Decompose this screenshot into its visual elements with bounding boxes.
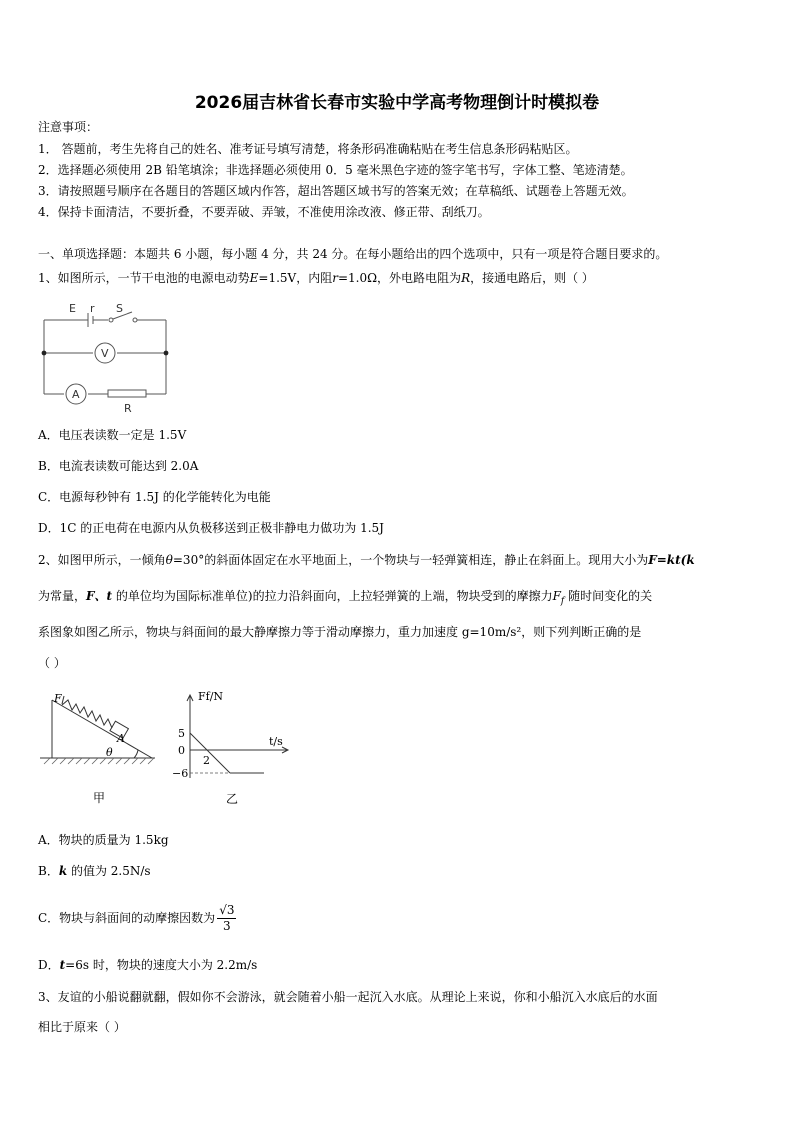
fraction-denominator: 3 [223,919,231,933]
q1-option-a: A．电压表读数一定是 1.5V [38,428,187,442]
q2-stem-line-1 [38,552,695,568]
q1-stem-part: 1、如图所示，一节干电池的电源电动势 [38,271,250,285]
q2-option-c [38,903,236,934]
voltmeter-label: V [101,347,109,360]
label-E: E [69,302,76,315]
q2-text: 2、如图甲所示，一倾角 [38,553,166,567]
q1-stem-part: =1.5V，内阻 [258,271,333,285]
q2-text: 的单位均为国际标准单位)的拉力沿斜面向，上拉轻弹簧的上端，物块受到的摩擦力 [112,589,553,603]
tick-2: 2 [203,754,210,767]
q3-stem-line-1: 3、友谊的小船说翻就翻，假如你不会游泳，就会随着小船一起沉入水底。从理论上来说，你和小船沉入水底后的水面 [38,990,658,1004]
notice-item-4: 4．保持卡面清洁，不要折叠，不要弄破、弄皱，不准使用涂改液、修正带、刮纸刀。 [38,205,490,219]
q1-stem-part: =1.0Ω，外电路电阻为 [337,271,462,285]
q2-text: 随时间变化的关 [564,589,653,603]
tick-neg6: −6 [172,767,189,780]
q2-text: =30°的斜面体固定在水平地面上，一个物块与一轻弹簧相连，静止在斜面上。现用大小为 [172,553,649,567]
q2-text: 为常量， [38,589,87,603]
q1-option-d: D．1C 的正电荷在电源内从负极移送到正极非静电力做功为 1.5J [38,521,384,535]
q2-var-t: t [59,958,66,972]
q1-var-R: R [461,271,471,285]
notice-item-2: 2．选择题必须使用 2B 铅笔填涂；非选择题必须使用 0．5 毫米黑色字迹的签字笔书写，字体工整、笔迹清楚。 [38,163,633,177]
q2-option-a: A．物块的质量为 1.5kg [38,833,169,847]
option-prefix: D． [38,958,60,972]
q1-stem-part: ，接通电路后，则（ ） [470,271,594,285]
exam-title: 2026届吉林省长春市实验中学高考物理倒计时模拟卷 [194,93,600,113]
node-dot [164,351,169,356]
resistor-label: R [124,402,132,415]
label-r: r [90,302,95,315]
q2-stem-line-3: 系图象如图乙所示，物块与斜面间的最大静摩擦力等于滑动摩擦力，重力加速度 g=10m/s²，则下列判断正确的是 [38,625,642,639]
q2-var-Ff: F [552,589,561,603]
q2-var-k: k [58,864,68,878]
q2-stem-line-4: （ ） [38,656,66,670]
notice-item-1: 1． 答题前，考生先将自己的姓名、准考证号填写清楚，将条形码准确粘贴在考生信息条形码粘贴区。 [38,142,578,156]
fraction-numerator: √3 [219,903,235,917]
fraction-sqrt3-over-3 [217,903,236,934]
block-label: A [117,732,125,745]
q2-var-Ft: F、t [86,589,113,603]
figure-yi-caption: 乙 [226,792,239,806]
angle-label: θ [106,746,113,759]
tick-0: 0 [178,744,185,757]
tick-5: 5 [178,727,185,740]
node-dot [42,351,47,356]
q1-stem [38,270,594,286]
q1-option-c: C．电源每秒钟有 1.5J 的化学能转化为电能 [38,490,271,504]
q2-text: 的值为 2.5N/s [67,864,151,878]
q2-var-theta: θ [165,553,173,567]
ammeter-label: A [72,388,80,401]
figure-jia-caption: 甲 [93,791,106,805]
x-axis-label: t/s [269,735,283,748]
q2-text: =6s 时，物块的速度大小为 2.2m/s [65,958,258,972]
q2-text: C．物块与斜面间的动摩擦因数为 [38,911,216,925]
option-prefix: B． [38,864,59,878]
figure-jia [40,690,160,810]
q1-option-b: B．电流表读数可能达到 2.0A [38,459,199,473]
figure-yi-graph [168,688,298,810]
notice-item-3: 3．请按照题号顺序在各题目的答题区域内作答，超出答题区域书写的答案无效；在草稿纸、试题卷上答题无效。 [38,184,634,198]
notice-heading: 注意事项： [38,120,99,134]
y-axis-label: Ff/N [198,690,224,703]
q2-option-d [38,957,257,973]
label-S: S [116,302,123,315]
q2-var-F: F=kt(k [648,553,695,567]
q2-var-Ff-sub: f [560,596,565,607]
q2-stem-line-2 [38,588,652,609]
section-heading: 一、单项选择题：本题共 6 小题，每小题 4 分，共 24 分。在每小题给出的四个选项中，只有一项是符合题目要求的。 [38,247,668,261]
force-label: F [54,692,62,705]
circuit-diagram [38,298,178,416]
q3-stem-line-2: 相比于原来（ ） [38,1020,126,1034]
q2-option-b [38,863,151,879]
q1-var-E: E [249,271,259,285]
q1-var-r: r [332,271,338,285]
